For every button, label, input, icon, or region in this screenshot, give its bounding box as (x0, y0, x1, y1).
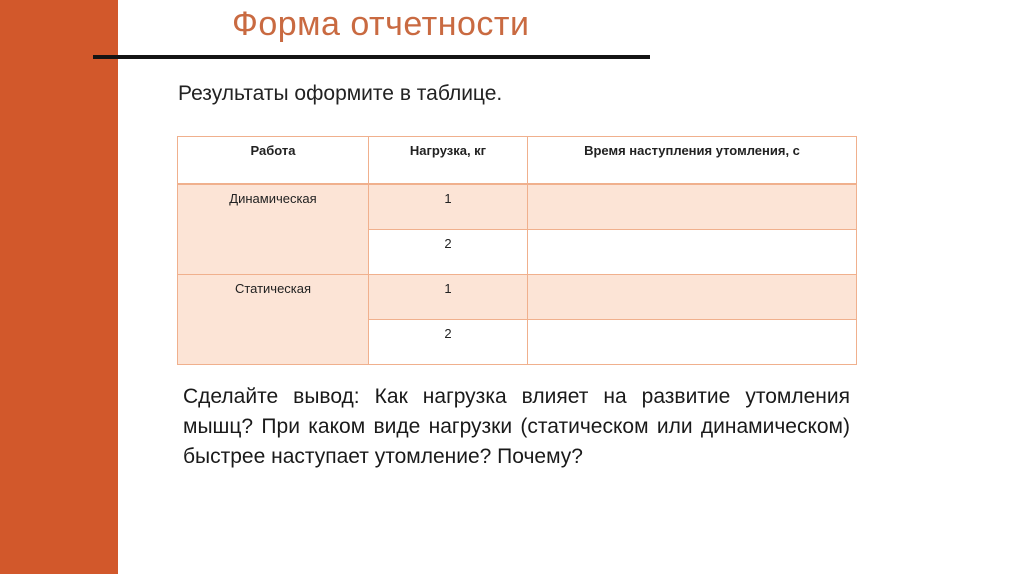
table-header-row (178, 137, 857, 185)
fatigue-time-cell (528, 275, 857, 320)
fatigue-time-cell (528, 184, 857, 230)
table-row (178, 275, 857, 320)
results-table (177, 136, 857, 365)
load-cell: 1 (369, 275, 528, 320)
load-cell: 1 (369, 184, 528, 230)
header-work: Работа (178, 137, 369, 185)
fatigue-time-cell (528, 320, 857, 365)
title-underline (93, 55, 650, 59)
load-cell: 2 (369, 320, 528, 365)
work-type-cell: Статическая (178, 275, 369, 365)
slide-subtitle: Результаты оформите в таблице. (178, 82, 503, 105)
fatigue-time-cell (528, 230, 857, 275)
work-type-cell: Динамическая (178, 184, 369, 275)
header-load: Нагрузка, кг (369, 137, 528, 185)
conclusion-prompt: Сделайте вывод: Как нагрузка влияет на развитие утомления мышц? При каком виде нагрузки (статическом или динамическом) быстрее наступает утомление? Почему? (183, 385, 850, 468)
table-row (178, 184, 857, 230)
load-cell: 2 (369, 230, 528, 275)
slide-title: Форма отчетности (232, 5, 530, 43)
left-accent-bar (0, 0, 118, 574)
header-time: Время наступления утомления, с (528, 137, 857, 185)
